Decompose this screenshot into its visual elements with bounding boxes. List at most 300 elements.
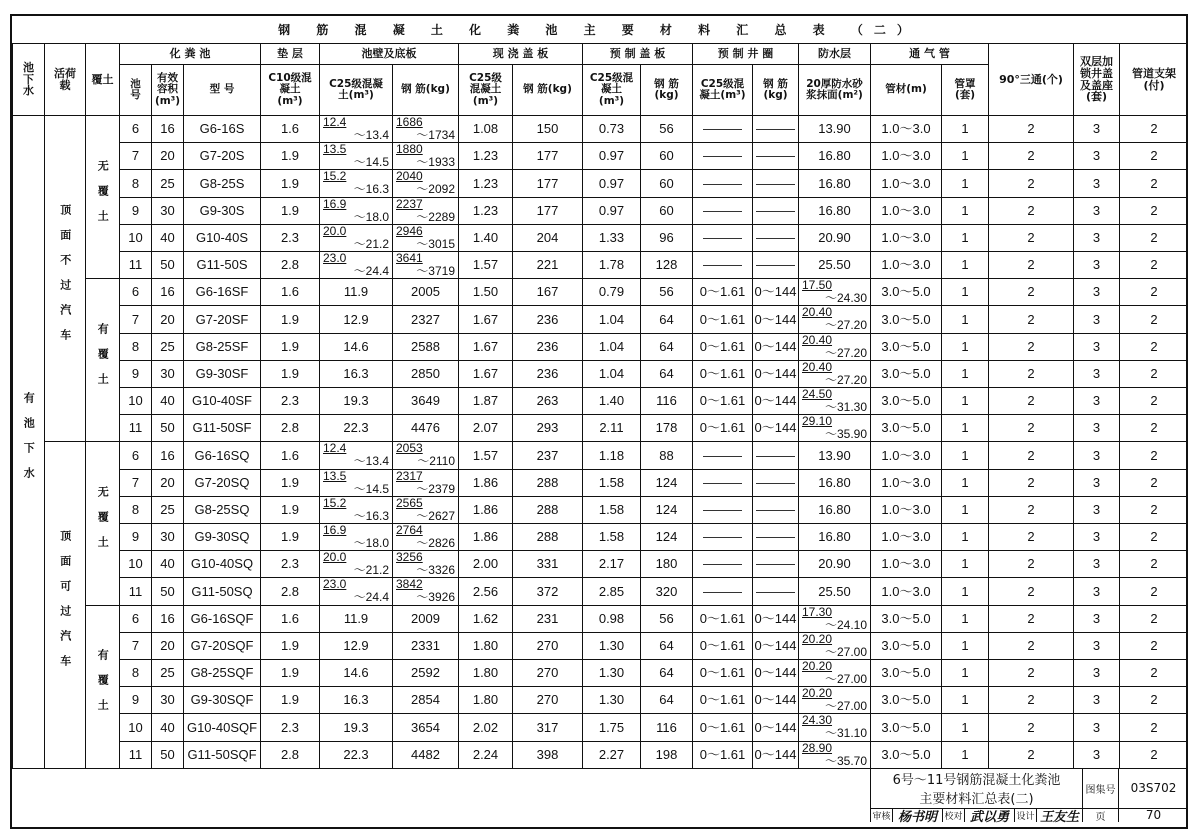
header-text: 通 气 管: [909, 47, 950, 61]
range-high: ～24.4: [353, 590, 389, 605]
row-rc-cell: [692, 577, 752, 604]
cell-value: 0～144: [754, 311, 797, 327]
row-tee-cell: [988, 251, 1073, 278]
cell-value: 0.98: [598, 610, 625, 626]
cell-value: 1.04: [598, 311, 625, 327]
header-text: 化 粪 池: [169, 47, 211, 61]
row-sup-cell: [1119, 333, 1188, 360]
cell-value: 1.87: [472, 393, 499, 409]
table-title: 钢 筋 混 凝 土 化 粪 池 主 要 材 料 汇 总 表 （二）: [12, 16, 1186, 44]
row-wc-cell: [319, 387, 392, 414]
cell-value: 1.75: [598, 719, 625, 735]
row-ps-cell: [640, 387, 692, 414]
header-eff-volume: [151, 64, 183, 115]
row-cs-cell: [512, 142, 582, 169]
row-ws-range: [392, 251, 458, 278]
cell-value: 1.6: [280, 447, 300, 463]
cell-value: 1: [961, 393, 969, 409]
row-model-cell: [183, 305, 260, 332]
range-high: ～21.2: [353, 236, 389, 251]
range-low: 15.2: [323, 495, 347, 510]
cell-value: 0.97: [598, 202, 625, 218]
row-ps-cell: [640, 169, 692, 196]
row-model-cell: [183, 469, 260, 496]
row-c10-cell: [260, 142, 319, 169]
row-wp-range: [798, 278, 870, 305]
cell-value: G10-40S: [195, 230, 249, 246]
row-pm-cell: [870, 387, 941, 414]
cell-value: G6-16SQ: [194, 447, 250, 463]
cell-value: 1.57: [472, 257, 499, 273]
row-wc-cell: [319, 305, 392, 332]
cell-value: 2.24: [472, 746, 499, 762]
row-no-cell: [119, 496, 151, 523]
group-text: 无覆土: [96, 485, 110, 561]
design-signature: [1036, 808, 1082, 825]
row-vol-cell: [151, 197, 183, 224]
row-wp-range: [798, 387, 870, 414]
header-text: 管罩(套): [954, 77, 976, 101]
cell-value: 3.0～5.0: [881, 366, 931, 382]
cell-value: ———: [703, 148, 742, 164]
row-tee-cell: [988, 741, 1073, 768]
row-ws-range: [392, 469, 458, 496]
review-label: [870, 808, 892, 822]
row-no-cell: [119, 305, 151, 332]
row-wp-cell: [798, 441, 870, 468]
cell-value: 4476: [411, 420, 440, 436]
row-cs-cell: [512, 713, 582, 740]
cell-value: G8-25SQ: [194, 502, 250, 518]
range-high: ～27.20: [824, 345, 867, 360]
row-rc-cell: [692, 686, 752, 713]
row-pc-cell: [582, 659, 640, 686]
cell-value: 1: [961, 202, 969, 218]
row-vol-cell: [151, 469, 183, 496]
cell-value: 1.9: [280, 474, 300, 490]
cell-value: ———: [756, 257, 795, 273]
cell-value: 1.67: [472, 366, 499, 382]
cell-value: 16: [160, 447, 175, 463]
row-cs-cell: [512, 169, 582, 196]
row-wp-cell: [798, 577, 870, 604]
row-tee-cell: [988, 469, 1073, 496]
row-cap-cell: [941, 360, 988, 387]
cell-value: 2.27: [598, 746, 625, 762]
cell-value: 1: [961, 638, 969, 654]
row-cc-cell: [458, 741, 512, 768]
cell-value: 64: [659, 665, 674, 681]
cell-value: G10-40SQF: [186, 719, 258, 735]
cell-value: 1: [961, 121, 969, 137]
cell-value: 1.0～3.0: [881, 257, 931, 273]
cell-value: 2: [1027, 284, 1035, 300]
cell-value: 2: [1150, 692, 1158, 708]
cell-value: 2: [1150, 556, 1158, 572]
range-low: 28.90: [802, 740, 833, 755]
cell-value: 3: [1092, 746, 1101, 762]
row-cc-cell: [458, 441, 512, 468]
cell-value: G7-20SF: [195, 311, 249, 327]
range-low: 20.0: [323, 223, 347, 238]
cell-value: 2: [1027, 121, 1035, 137]
row-model-cell: [183, 414, 260, 441]
row-model-cell: [183, 577, 260, 604]
row-rs-cell: [752, 414, 798, 441]
cell-value: 12.9: [343, 638, 369, 654]
atlas-label-text: 图集号: [1085, 784, 1116, 796]
row-model-cell: [183, 632, 260, 659]
cell-value: 236: [536, 366, 559, 382]
cell-value: 177: [536, 202, 559, 218]
row-cc-cell: [458, 496, 512, 523]
cell-value: 1.9: [280, 338, 300, 354]
row-cap-cell: [941, 441, 988, 468]
range-high: ～13.4: [353, 454, 389, 469]
cell-value: 2: [1150, 719, 1158, 735]
row-ws-range: [392, 577, 458, 604]
cell-value: 64: [659, 638, 674, 654]
cell-value: 9: [131, 202, 140, 218]
cell-value: 0～1.61: [699, 746, 746, 762]
range-high: ～21.2: [353, 563, 389, 578]
cell-value: 1: [961, 529, 969, 545]
drawing-sheet: [10, 14, 1188, 829]
row-ps-cell: [640, 441, 692, 468]
cell-value: 1.0～3.0: [881, 175, 931, 191]
cell-value: 0～144: [754, 746, 797, 762]
cell-value: 2: [1027, 257, 1035, 273]
cell-value: 88: [659, 447, 674, 463]
row-mh-cell: [1073, 360, 1119, 387]
row-no-cell: [119, 605, 151, 632]
cell-value: 11: [128, 746, 143, 762]
row-no-cell: [119, 224, 151, 251]
row-vol-cell: [151, 577, 183, 604]
row-c10-cell: [260, 577, 319, 604]
cell-value: 270: [536, 638, 559, 654]
range-high: ～2110: [417, 454, 455, 469]
range-high: ～16.3: [353, 508, 389, 523]
cell-value: 3: [1092, 529, 1101, 545]
cell-value: 331: [536, 556, 559, 572]
row-model-cell: [183, 387, 260, 414]
cell-value: 8: [131, 502, 140, 518]
row-rc-cell: [692, 713, 752, 740]
row-ps-cell: [640, 224, 692, 251]
cell-value: 16.3: [343, 692, 369, 708]
row-model-cell: [183, 115, 260, 142]
range-low: 20.20: [802, 686, 833, 701]
row-sup-cell: [1119, 713, 1188, 740]
row-tee-cell: [988, 632, 1073, 659]
row-tee-cell: [988, 577, 1073, 604]
cell-value: 2.8: [280, 583, 300, 599]
row-mh-cell: [1073, 387, 1119, 414]
cell-value: 2: [1150, 393, 1158, 409]
row-pc-cell: [582, 577, 640, 604]
row-sup-cell: [1119, 360, 1188, 387]
cell-value: 116: [656, 393, 677, 409]
row-pm-cell: [870, 142, 941, 169]
cell-value: 1: [961, 338, 969, 354]
row-tee-cell: [988, 305, 1073, 332]
range-high: ～18.0: [353, 536, 389, 551]
cell-value: 317: [536, 719, 559, 735]
cell-value: 0～1.61: [699, 665, 746, 681]
row-wc-range: [319, 496, 392, 523]
row-pc-cell: [582, 197, 640, 224]
row-wp-cell: [798, 169, 870, 196]
row-mh-cell: [1073, 441, 1119, 468]
cell-value: 2009: [411, 610, 440, 626]
cell-value: 9: [131, 692, 140, 708]
cell-value: 22.3: [343, 746, 369, 762]
cell-value: 20.90: [818, 230, 851, 246]
group-with-cover: [85, 278, 119, 441]
row-cap-cell: [941, 251, 988, 278]
range-low: 13.5: [323, 468, 347, 483]
header-pipe-cap: [941, 64, 988, 115]
cell-value: 2.8: [280, 420, 300, 436]
row-no-cell: [119, 469, 151, 496]
cell-value: 1.80: [472, 665, 499, 681]
header-text: 双层加锁井盖及盖座(套): [1080, 55, 1113, 104]
row-rs-cell: [752, 686, 798, 713]
cell-value: G11-50SQF: [187, 746, 257, 762]
row-wc-range: [319, 523, 392, 550]
cell-value: 2: [1027, 420, 1035, 436]
cell-value: 3: [1092, 257, 1101, 273]
cell-value: 22.3: [343, 420, 369, 436]
cell-value: 1.23: [472, 175, 499, 191]
row-rc-cell: [692, 659, 752, 686]
row-pc-cell: [582, 523, 640, 550]
cell-value: G6-16SF: [195, 284, 249, 300]
row-mh-cell: [1073, 741, 1119, 768]
row-tee-cell: [988, 142, 1073, 169]
range-high: ～27.20: [824, 372, 867, 387]
row-ps-cell: [640, 469, 692, 496]
row-tee-cell: [988, 441, 1073, 468]
row-cc-cell: [458, 605, 512, 632]
cell-value: 2.07: [472, 420, 499, 436]
row-rs-cell: [752, 169, 798, 196]
row-cc-cell: [458, 469, 512, 496]
header-text: 管材(m): [885, 83, 927, 96]
cell-value: 3: [1092, 638, 1101, 654]
cell-value: 1: [961, 556, 969, 572]
row-c10-cell: [260, 224, 319, 251]
row-vol-cell: [151, 305, 183, 332]
cell-value: 25.50: [818, 583, 851, 599]
header-text: 预 制 井 圈: [717, 47, 774, 61]
row-tee-cell: [988, 278, 1073, 305]
range-low: 20.20: [802, 659, 833, 674]
cell-value: 2: [1150, 420, 1158, 436]
group-load-b: [44, 441, 85, 767]
row-wp-range: [798, 659, 870, 686]
row-cs-cell: [512, 605, 582, 632]
cell-value: 16: [160, 284, 175, 300]
cell-value: 2.3: [280, 230, 300, 246]
row-tee-cell: [988, 197, 1073, 224]
row-no-cell: [119, 278, 151, 305]
row-vol-cell: [151, 523, 183, 550]
row-ws-range: [392, 550, 458, 577]
cell-value: ———: [756, 148, 795, 164]
row-cs-cell: [512, 632, 582, 659]
cell-value: 30: [160, 692, 175, 708]
row-ps-cell: [640, 577, 692, 604]
check-label: [942, 808, 964, 822]
cell-value: 16: [160, 610, 175, 626]
range-low: 3256: [396, 550, 423, 565]
group-groundwater: [12, 115, 44, 768]
row-no-cell: [119, 414, 151, 441]
row-wp-cell: [798, 550, 870, 577]
cell-value: 1: [961, 665, 969, 681]
row-pc-cell: [582, 251, 640, 278]
cell-value: 2: [1150, 665, 1158, 681]
row-model-cell: [183, 197, 260, 224]
row-c10-cell: [260, 387, 319, 414]
row-wc-cell: [319, 360, 392, 387]
range-high: ～31.30: [824, 400, 867, 415]
cell-value: 2: [1150, 447, 1158, 463]
row-c10-cell: [260, 713, 319, 740]
cell-value: 2: [1027, 447, 1035, 463]
row-mh-cell: [1073, 577, 1119, 604]
row-pc-cell: [582, 441, 640, 468]
row-cs-cell: [512, 441, 582, 468]
cell-value: 1.0～3.0: [881, 202, 931, 218]
row-cc-cell: [458, 632, 512, 659]
range-low: 1880: [396, 142, 423, 157]
header-precast-cover: [582, 43, 692, 64]
row-ws-range: [392, 523, 458, 550]
row-tee-cell: [988, 169, 1073, 196]
cell-value: 11.9: [343, 284, 369, 300]
row-mh-cell: [1073, 659, 1119, 686]
row-vol-cell: [151, 605, 183, 632]
row-sup-cell: [1119, 197, 1188, 224]
range-high: ～27.00: [824, 644, 867, 659]
cell-value: ———: [703, 529, 742, 545]
header-pipe-material: [870, 64, 941, 115]
cell-value: 2: [1027, 502, 1035, 518]
header-text: 现 浇 盖 板: [492, 47, 549, 61]
range-high: ～2826: [416, 536, 455, 551]
cell-value: 0～1.61: [699, 393, 746, 409]
cell-value: 270: [536, 692, 559, 708]
cell-value: 2: [1150, 230, 1158, 246]
cell-value: 2: [1027, 610, 1035, 626]
range-high: ～2092: [416, 182, 455, 197]
cell-value: 1.9: [280, 175, 300, 191]
cell-value: 2: [1150, 366, 1158, 382]
row-sup-cell: [1119, 469, 1188, 496]
row-ws-cell: [392, 632, 458, 659]
cell-value: 2850: [411, 366, 440, 382]
cell-value: 198: [655, 746, 678, 762]
cell-value: 2005: [411, 284, 440, 300]
row-mh-cell: [1073, 115, 1119, 142]
row-rs-cell: [752, 278, 798, 305]
row-cs-cell: [512, 686, 582, 713]
row-cap-cell: [941, 414, 988, 441]
cell-value: 0.79: [598, 284, 625, 300]
row-pc-cell: [582, 360, 640, 387]
row-cs-cell: [512, 360, 582, 387]
row-rs-cell: [752, 605, 798, 632]
row-cc-cell: [458, 169, 512, 196]
row-cap-cell: [941, 713, 988, 740]
cell-value: 1.80: [472, 692, 499, 708]
cell-value: 2: [1150, 502, 1158, 518]
row-cap-cell: [941, 659, 988, 686]
range-high: ～1933: [416, 155, 455, 170]
cell-value: 2592: [411, 665, 440, 681]
row-rs-cell: [752, 115, 798, 142]
cell-value: 1.40: [598, 393, 625, 409]
row-sup-cell: [1119, 550, 1188, 577]
cell-value: 1.67: [472, 338, 499, 354]
cell-value: 16.80: [818, 148, 851, 164]
row-cs-cell: [512, 387, 582, 414]
row-cc-cell: [458, 360, 512, 387]
row-sup-cell: [1119, 577, 1188, 604]
cell-value: 2: [1150, 746, 1158, 762]
cell-value: 3.0～5.0: [881, 665, 931, 681]
row-tee-cell: [988, 387, 1073, 414]
cell-value: 2.56: [472, 583, 499, 599]
cell-value: 8: [131, 665, 140, 681]
row-rc-cell: [692, 115, 752, 142]
row-model-cell: [183, 496, 260, 523]
cell-value: 2: [1027, 474, 1035, 490]
cell-value: 1: [961, 746, 969, 762]
header-waterproof: [798, 43, 870, 64]
row-rs-cell: [752, 251, 798, 278]
row-ws-range: [392, 496, 458, 523]
header-vent-pipe: [870, 43, 988, 64]
row-wc-cell: [319, 713, 392, 740]
design-label-text: 设计: [1016, 811, 1035, 822]
row-cc-cell: [458, 305, 512, 332]
row-cap-cell: [941, 305, 988, 332]
header-text: 钢 筋(kg): [523, 83, 572, 96]
row-sup-cell: [1119, 441, 1188, 468]
row-c10-cell: [260, 441, 319, 468]
cell-value: 3649: [411, 393, 440, 409]
cell-value: 1: [961, 692, 969, 708]
cell-value: 16.80: [818, 529, 851, 545]
range-high: ～27.00: [824, 699, 867, 714]
cell-value: 221: [536, 257, 559, 273]
row-no-cell: [119, 333, 151, 360]
cell-value: 3.0～5.0: [881, 393, 931, 409]
check-signature-text: 武以勇: [969, 809, 1009, 825]
range-low: 2053: [396, 441, 423, 456]
cell-value: 2854: [411, 692, 440, 708]
cell-value: 3.0～5.0: [881, 638, 931, 654]
row-ps-cell: [640, 550, 692, 577]
cell-value: 2: [1027, 665, 1035, 681]
row-wc-range: [319, 115, 392, 142]
row-cs-cell: [512, 224, 582, 251]
row-cs-cell: [512, 741, 582, 768]
